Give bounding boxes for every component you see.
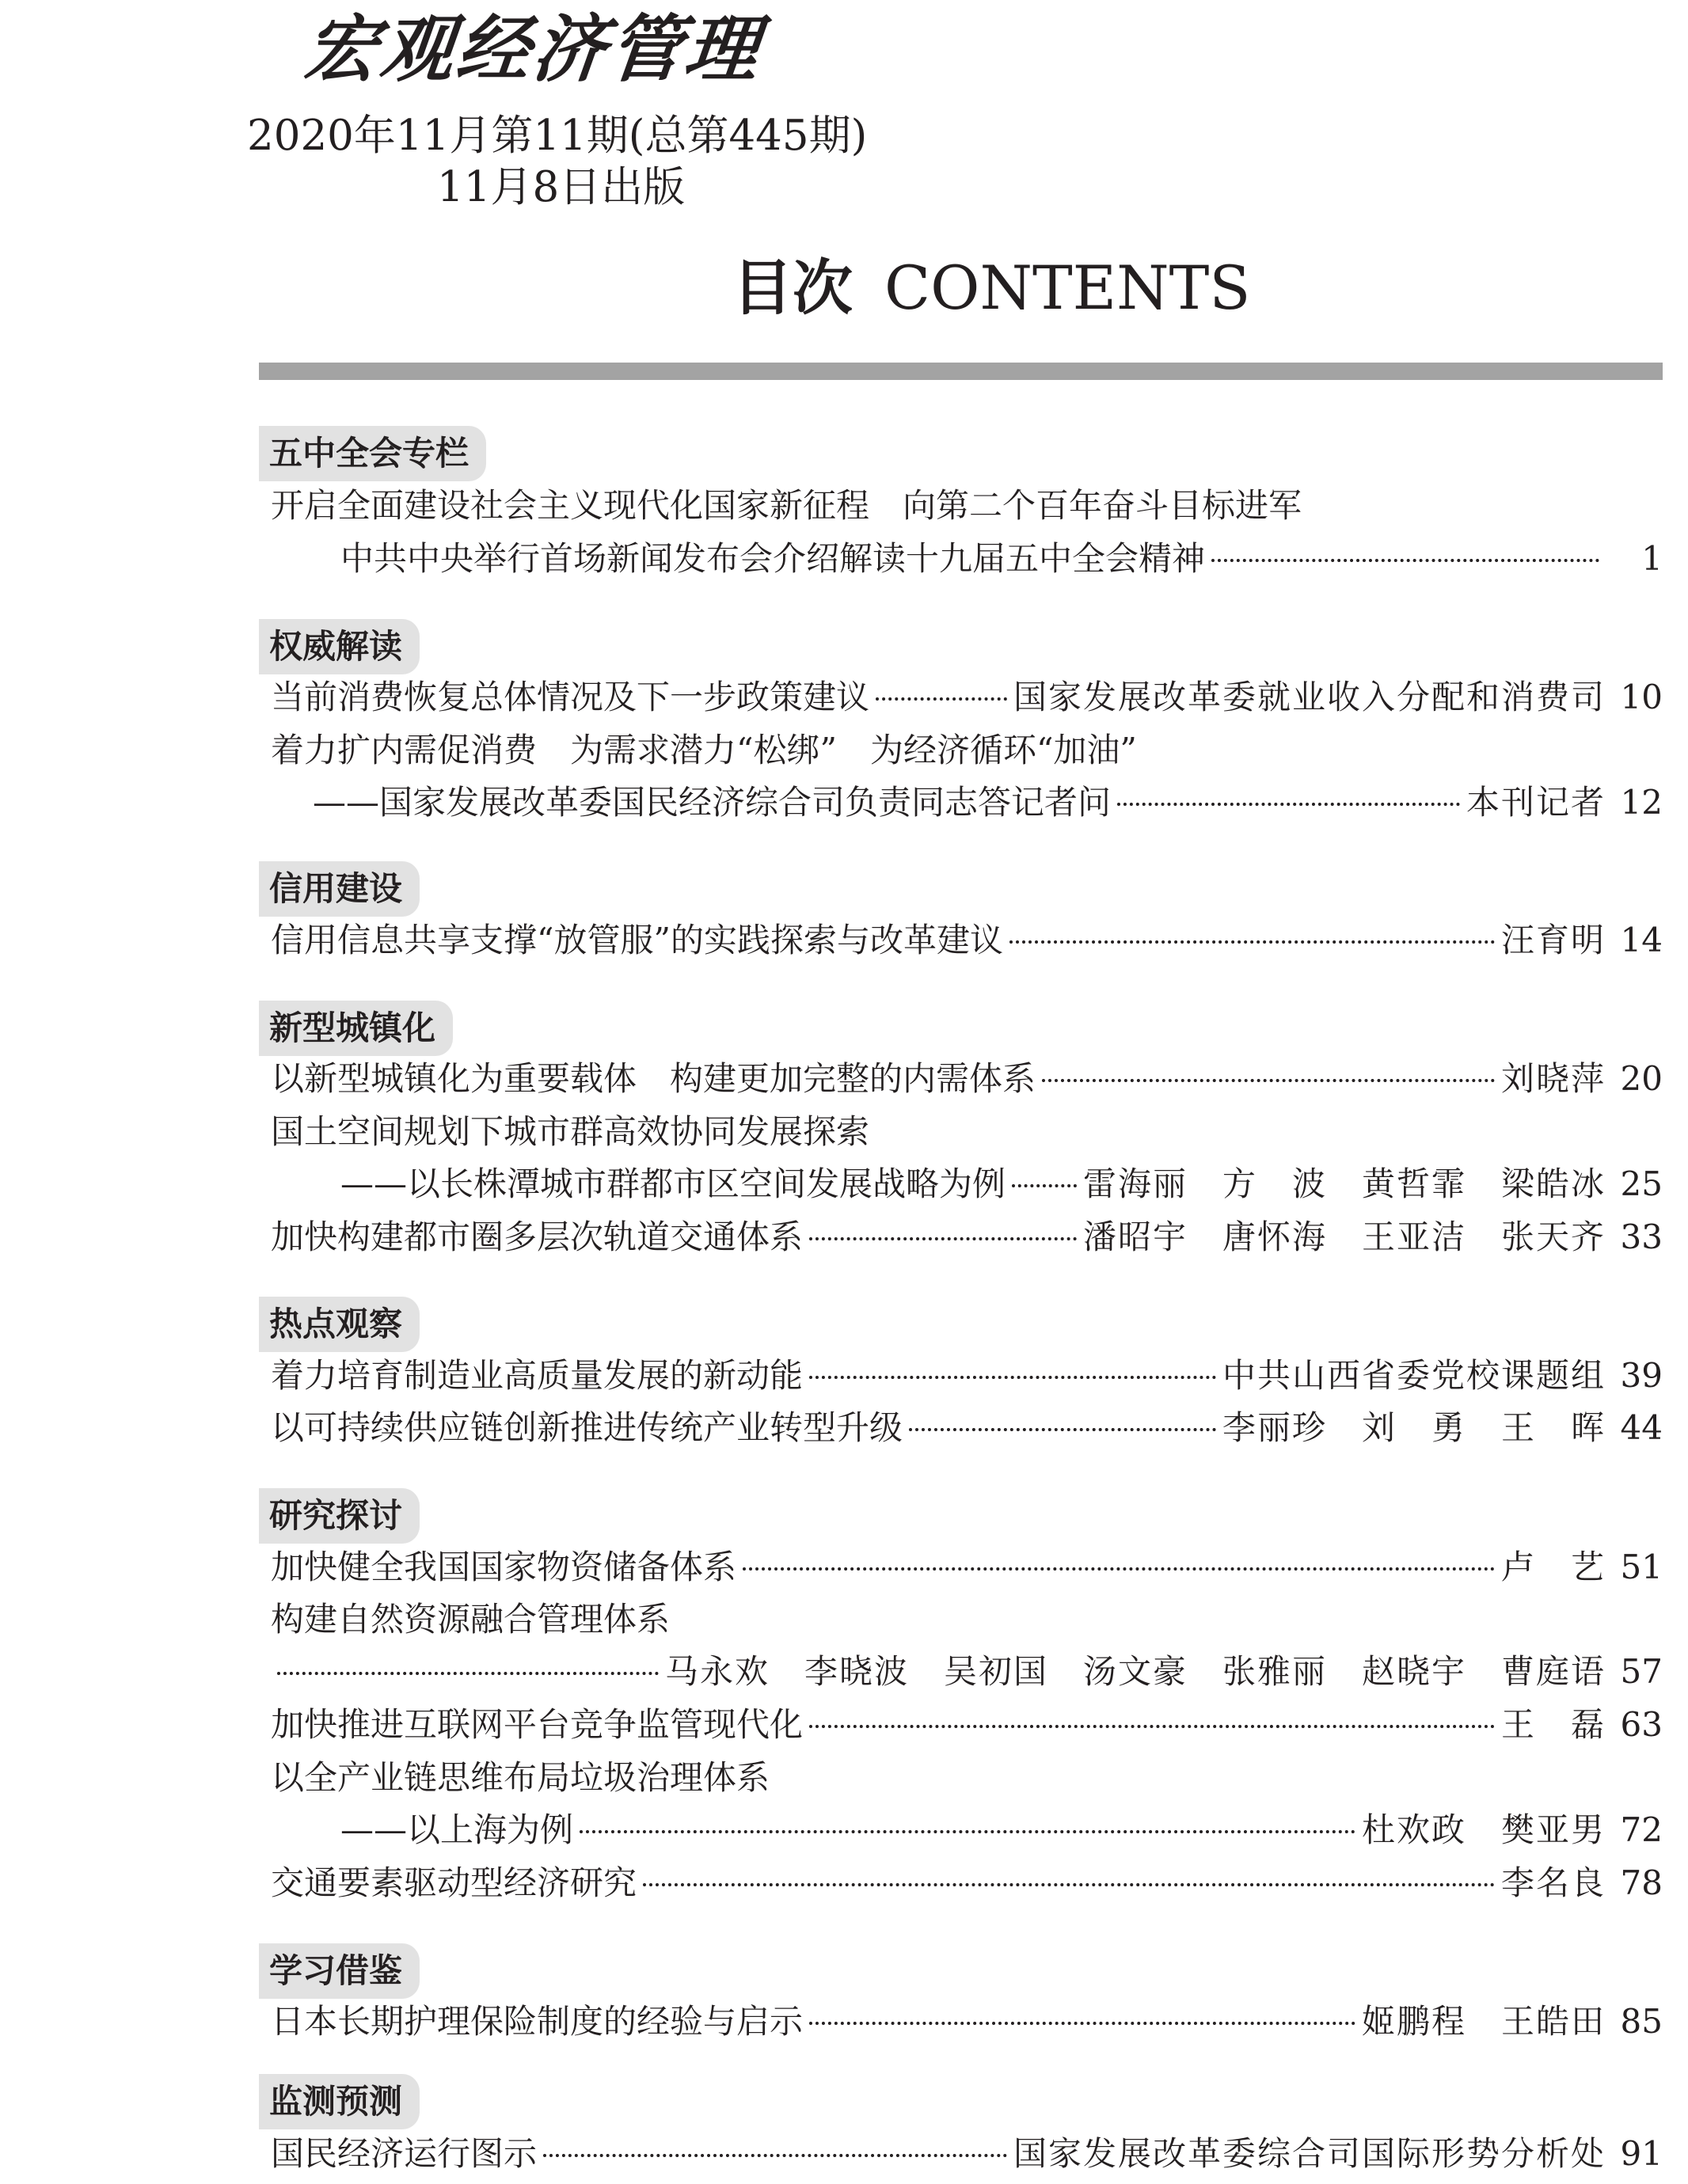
toc-entry-title[interactable]: 国土空间规划下城市群高效协同发展探索	[271, 1112, 870, 1151]
toc-entry-author: 国家发展改革委就业收入分配和消费司	[1013, 678, 1606, 716]
section-label: 监测预测	[259, 2074, 420, 2129]
page-number: 85	[1620, 2002, 1663, 2041]
toc-entry-title[interactable]: 开启全面建设社会主义现代化国家新征程 向第二个百年奋斗目标进军	[271, 486, 1302, 525]
page-number: 1	[1641, 539, 1663, 578]
section-label: 新型城镇化	[259, 1001, 453, 1056]
contents-heading-cn: 目次	[732, 253, 853, 323]
dot-leader	[543, 2154, 1007, 2157]
toc-entry-title: ——以上海为例	[340, 1810, 574, 1849]
toc-entry-title: 着力培育制造业高质量发展的新动能	[271, 1356, 804, 1395]
toc-entry[interactable]	[271, 914, 1663, 967]
page-number: 63	[1620, 1705, 1663, 1744]
page-number: 44	[1620, 1408, 1663, 1447]
dot-leader	[809, 1237, 1077, 1240]
section-label: 学习借鉴	[259, 1943, 420, 1999]
toc-entry[interactable]	[271, 1996, 1663, 2048]
dot-leader	[1117, 803, 1460, 806]
toc-entry[interactable]	[271, 1699, 1663, 1751]
toc-entry[interactable]	[271, 1053, 1663, 1105]
section-label: 研究探讨	[259, 1488, 420, 1544]
toc-entry-author: 中共山西省委党校课题组	[1222, 1356, 1606, 1395]
toc-entry-author: 汪育明	[1500, 921, 1606, 959]
page-number: 78	[1620, 1863, 1663, 1902]
toc-entry-title: ——国家发展改革委国民经济综合司负责同志答记者问	[313, 783, 1112, 822]
toc-entry[interactable]	[340, 1804, 1663, 1856]
section-label: 权威解读	[259, 619, 420, 674]
toc-entry-author: 姬鹏程 王皓田	[1361, 2002, 1606, 2041]
page-number: 14	[1620, 921, 1663, 959]
section-label: 信用建设	[259, 861, 420, 917]
toc-entry-author: 杜欢政 樊亚男	[1361, 1810, 1606, 1849]
toc-entry-title: 加快推进互联网平台竞争监管现代化	[271, 1705, 804, 1744]
toc-entry-author: 刘晓萍	[1500, 1059, 1606, 1098]
dot-leader	[809, 1725, 1495, 1728]
toc-entry-title: 当前消费恢复总体情况及下一步政策建议	[271, 678, 870, 716]
toc-entry-author: 潘昭宇 唐怀海 王亚洁 张天齐	[1082, 1217, 1606, 1256]
page-number: 39	[1620, 1356, 1663, 1395]
toc-entry-title: 日本长期护理保险制度的经验与启示	[271, 2002, 804, 2041]
toc-entry-title[interactable]: 着力扩内需促消费 为需求潜力“松绑” 为经济循环“加油”	[271, 731, 1137, 769]
dot-leader	[580, 1830, 1355, 1833]
toc-entry-author: 李名良	[1500, 1863, 1606, 1902]
contents-heading-en: CONTENTS	[884, 253, 1251, 323]
toc-entry-title: ——以长株潭城市群都市区空间发展战略为例	[340, 1164, 1006, 1203]
dot-leader	[1042, 1079, 1495, 1082]
toc-entry[interactable]	[271, 1350, 1663, 1402]
masthead: 宏观经济管理	[300, 6, 766, 92]
toc-entry-author: 王 磊	[1500, 1705, 1606, 1744]
page-number: 51	[1620, 1548, 1663, 1586]
dot-leader	[876, 697, 1007, 701]
toc-entry[interactable]	[271, 671, 1663, 724]
page-number: 12	[1620, 783, 1663, 822]
toc-entry-title: 中共中央举行首场新闻发布会介绍解读十九届五中全会精神	[340, 539, 1206, 578]
toc-entry-author: 雷海丽 方 波 黄哲霏 梁皓冰	[1082, 1164, 1606, 1203]
page-number: 57	[1620, 1652, 1663, 1691]
page-number: 10	[1620, 678, 1663, 716]
page-number: 91	[1620, 2134, 1663, 2173]
toc-entry-author: 卢 艺	[1500, 1548, 1606, 1586]
toc-entry-title: 加快健全我国国家物资储备体系	[271, 1548, 737, 1586]
page-number: 25	[1620, 1164, 1663, 1203]
dot-leader	[809, 1376, 1216, 1379]
toc-entry[interactable]	[271, 2128, 1663, 2180]
page-number: 20	[1620, 1059, 1663, 1098]
toc-entry[interactable]	[271, 1402, 1663, 1454]
dot-leader	[1211, 559, 1599, 562]
section-label: 五中全会专栏	[259, 426, 486, 481]
toc-entry-author: 李丽珍 刘 勇 王 晖	[1222, 1408, 1606, 1447]
toc-entry-title[interactable]: 以全产业链思维布局垃圾治理体系	[271, 1758, 770, 1797]
toc-entry[interactable]	[340, 533, 1663, 585]
toc-entry-author: 马永欢 李晓波 吴初国 汤文豪 张雅丽 赵晓宇 曹庭语	[664, 1652, 1606, 1691]
toc-entry-title: 以新型城镇化为重要载体 构建更加完整的内需体系	[271, 1059, 1036, 1098]
toc-entry[interactable]	[313, 777, 1663, 829]
toc-entry[interactable]	[277, 1646, 1663, 1698]
toc-entry-title: 交通要素驱动型经济研究	[271, 1863, 637, 1902]
dot-leader	[643, 1883, 1495, 1886]
publication-date: 11月8日出版	[437, 163, 686, 211]
section-label: 热点观察	[259, 1297, 420, 1352]
toc-entry-author: 国家发展改革委综合司国际形势分析处	[1013, 2134, 1606, 2173]
toc-entry-title: 加快构建都市圈多层次轨道交通体系	[271, 1217, 804, 1256]
dot-leader	[743, 1567, 1495, 1571]
toc-entry-title: 国民经济运行图示	[271, 2134, 538, 2173]
toc-entry-title: 以可持续供应链创新推进传统产业转型升级	[271, 1408, 903, 1447]
toc-entry-title[interactable]: 构建自然资源融合管理体系	[271, 1600, 671, 1639]
page-number: 72	[1620, 1810, 1663, 1849]
page-number: 33	[1620, 1217, 1663, 1256]
dot-leader	[1009, 940, 1495, 944]
dot-leader	[1012, 1184, 1077, 1187]
toc-entry-title: 信用信息共享支撑“放管服”的实践探索与改革建议	[271, 921, 1003, 959]
toc-entry[interactable]	[271, 1857, 1663, 1909]
dot-leader	[809, 2022, 1355, 2025]
dot-leader	[909, 1428, 1216, 1431]
toc-entry[interactable]	[340, 1158, 1663, 1210]
toc-entry-author: 本刊记者	[1466, 783, 1606, 822]
issue-line: 2020年11月第11期(总第445期)	[247, 112, 868, 160]
toc-entry[interactable]	[271, 1211, 1663, 1263]
toc-entry[interactable]	[271, 1541, 1663, 1593]
dot-leader	[277, 1672, 659, 1675]
